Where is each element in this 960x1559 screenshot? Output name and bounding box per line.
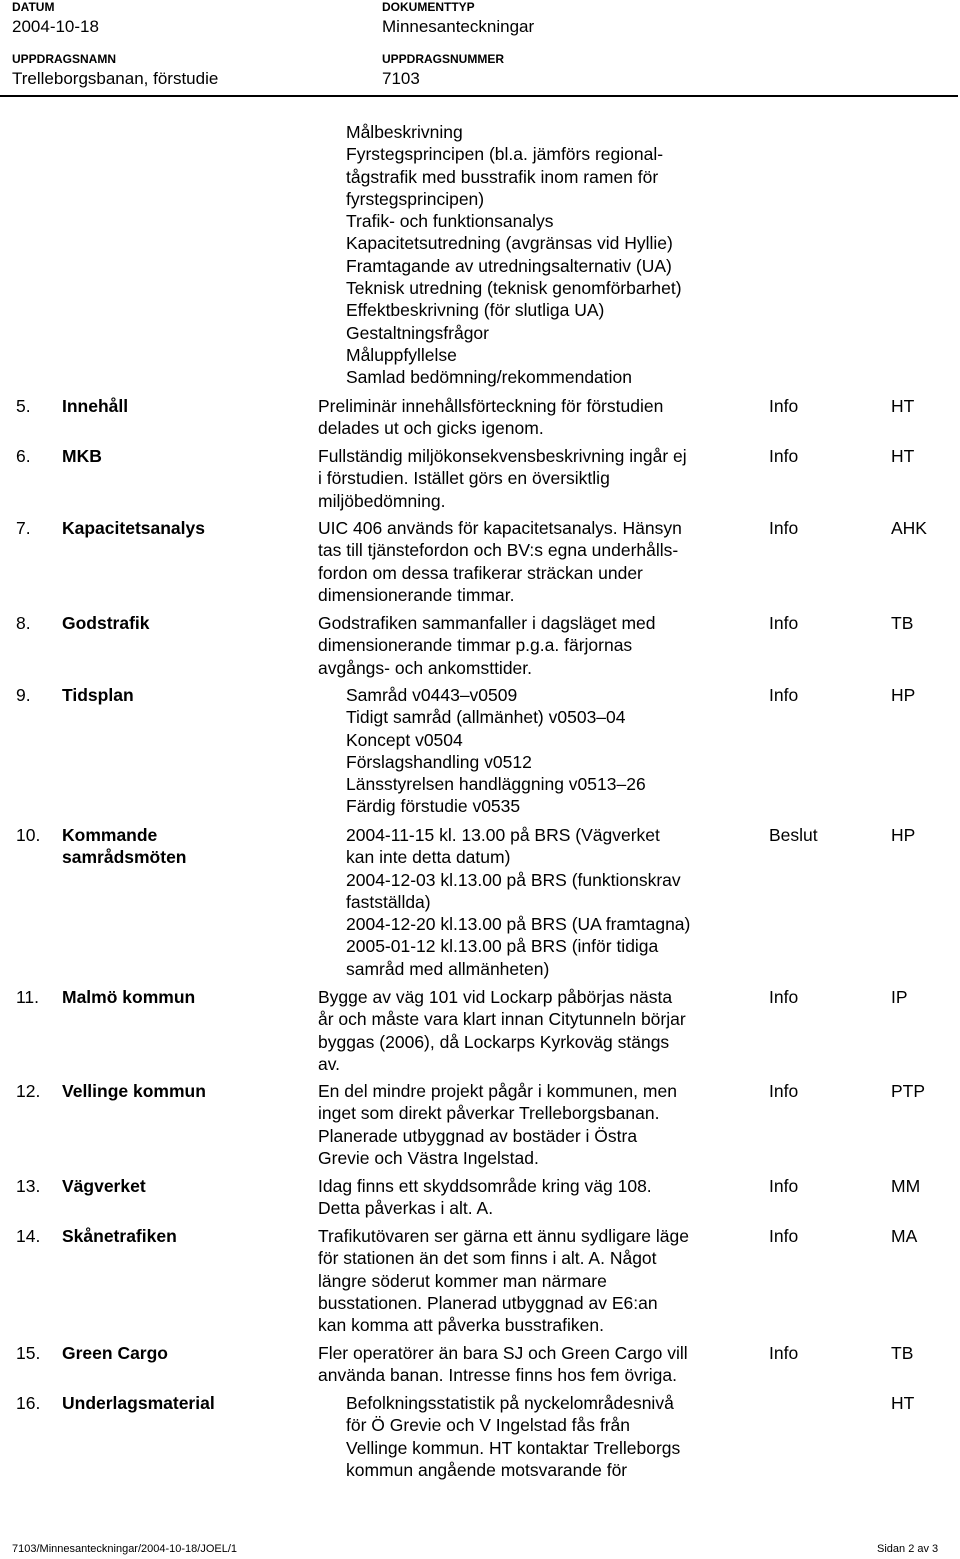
item-title bbox=[62, 1175, 146, 1197]
item-title bbox=[62, 986, 195, 1008]
continued-agenda-list bbox=[346, 121, 682, 389]
item-title bbox=[62, 395, 128, 417]
item-text-line: Fullständig miljökonsekvensbeskrivning ingår ej bbox=[318, 446, 687, 466]
item-text-line: Bygge av väg 101 vid Lockarp påbörjas nästa bbox=[318, 987, 673, 1007]
item-title-line: Godstrafik bbox=[62, 613, 150, 633]
item-text-line: fordon om dessa trafikerar sträckan under bbox=[318, 562, 643, 583]
item-text-line: Preliminär innehållsförteckning för förstudien bbox=[318, 396, 664, 416]
uppdragsnummer-value: 7103 bbox=[382, 69, 420, 88]
item-text-line: delades ut och gicks igenom. bbox=[318, 418, 544, 439]
item-text-line: kommun angående motsvarande för bbox=[346, 1459, 628, 1480]
item-title-line: Innehåll bbox=[62, 396, 129, 416]
item-text-line: En del mindre projekt pågår i kommunen, men bbox=[318, 1081, 677, 1101]
item-responsible: MM bbox=[891, 1176, 921, 1196]
item-responsible: HT bbox=[891, 446, 915, 466]
item-text-line: använda banan. Intresse finns hos fem övriga. bbox=[318, 1365, 677, 1386]
item-text bbox=[346, 824, 690, 980]
item-text-line: tas till tjänstefordon och BV:s egna underhålls- bbox=[318, 540, 679, 561]
item-text-line: Befolkningsstatistik på nyckelområdesnivå bbox=[346, 1393, 674, 1413]
item-title bbox=[62, 1392, 215, 1414]
item-type: Info bbox=[769, 518, 799, 538]
item-text-line: Planerade utbyggnad av bostäder i Östra bbox=[318, 1125, 638, 1146]
item-text-line: avgångs- och ankomsttider. bbox=[318, 657, 533, 678]
item-number: 8. bbox=[16, 613, 31, 633]
item-responsible: HT bbox=[891, 1393, 915, 1413]
continued-list-line: Trafik- och funktionsanalys bbox=[346, 211, 554, 232]
item-text-line: kan komma att påverka busstrafiken. bbox=[318, 1315, 604, 1336]
item-type: Info bbox=[769, 396, 799, 416]
footer-reference: 7103/Minnesanteckningar/2004-10-18/JOEL/1 bbox=[12, 1543, 238, 1555]
item-number: 14. bbox=[16, 1226, 41, 1246]
uppdragsnamn-value: Trelleborgsbanan, förstudie bbox=[12, 69, 219, 88]
item-text bbox=[318, 1225, 689, 1336]
item-responsible: HP bbox=[891, 825, 916, 845]
item-text-line: miljöbedömning. bbox=[318, 490, 446, 511]
item-number: 9. bbox=[16, 685, 31, 705]
item-text-line: Idag finns ett skyddsområde kring väg 108. bbox=[318, 1176, 652, 1196]
continued-list-line: Samlad bedömning/rekommendation bbox=[346, 367, 632, 388]
item-title-line: Tidsplan bbox=[62, 685, 134, 705]
uppdragsnamn-label: UPPDRAGSNAMN bbox=[12, 52, 117, 66]
item-number: 6. bbox=[16, 446, 31, 466]
item-type: Info bbox=[769, 1176, 799, 1196]
item-title bbox=[62, 684, 134, 706]
item-number: 12. bbox=[16, 1081, 41, 1101]
item-title-line: samrådsmöten bbox=[62, 847, 187, 868]
continued-list-line: Målbeskrivning bbox=[346, 122, 463, 142]
continued-list-line: Framtagande av utredningsalternativ (UA) bbox=[346, 255, 672, 276]
item-text-line: Länsstyrelsen handläggning v0513–26 bbox=[346, 774, 646, 795]
item-title bbox=[62, 1225, 177, 1247]
item-type: Info bbox=[769, 446, 799, 466]
item-title bbox=[62, 1342, 168, 1364]
item-number: 10. bbox=[16, 825, 41, 845]
item-responsible: TB bbox=[891, 613, 914, 633]
item-text-line: Koncept v0504 bbox=[346, 729, 463, 750]
continued-list-line: Kapacitetsutredning (avgränsas vid Hyllie) bbox=[346, 233, 673, 254]
item-title-line: Vellinge kommun bbox=[62, 1081, 206, 1101]
item-text-line: Trafikutövaren ser gärna ett ännu sydligare läge bbox=[318, 1226, 689, 1246]
item-text-line: Grevie och Västra Ingelstad. bbox=[318, 1147, 539, 1168]
item-title bbox=[62, 824, 187, 869]
continued-list-line: Effektbeskrivning (för slutliga UA) bbox=[346, 300, 605, 321]
item-type: Beslut bbox=[769, 825, 818, 845]
item-text-line: 2004-12-03 kl.13.00 på BRS (funktionskrav bbox=[346, 869, 681, 890]
item-text-line: för Ö Grevie och V Ingelstad fås från bbox=[346, 1415, 631, 1436]
item-type: Info bbox=[769, 685, 799, 705]
item-responsible: HP bbox=[891, 685, 916, 705]
item-title bbox=[62, 1080, 206, 1102]
footer-page-number: Sidan 2 av 3 bbox=[877, 1543, 939, 1555]
item-text-line: Färdig förstudie v0535 bbox=[346, 796, 521, 817]
item-text-line: Fler operatörer än bara SJ och Green Cargo vill bbox=[318, 1343, 688, 1363]
item-responsible: AHK bbox=[891, 518, 927, 538]
item-text bbox=[318, 1080, 677, 1169]
item-text-line: av. bbox=[318, 1053, 341, 1074]
item-number: 11. bbox=[16, 987, 40, 1007]
item-text-line: inget som direkt påverkar Trelleborgsbanan. bbox=[318, 1103, 660, 1124]
item-responsible: IP bbox=[891, 987, 908, 1007]
continued-list-line: tågstrafik med busstrafik inom ramen för bbox=[346, 166, 659, 187]
item-text-line: byggas (2006), då Lockarps Kyrkoväg stängs bbox=[318, 1031, 670, 1052]
uppdragsnummer-label: UPPDRAGSNUMMER bbox=[382, 52, 505, 66]
item-text-line: 2004-11-15 kl. 13.00 på BRS (Vägverket bbox=[346, 825, 660, 845]
continued-list-line: Måluppfyllelse bbox=[346, 344, 457, 365]
item-text-line: Tidigt samråd (allmänhet) v0503–04 bbox=[346, 707, 626, 728]
item-text-line: fastställda) bbox=[346, 891, 431, 912]
item-text-line: dimensionerande timmar. bbox=[318, 584, 515, 605]
item-text-line: samråd med allmänheten) bbox=[346, 958, 550, 979]
item-number: 7. bbox=[16, 518, 31, 538]
item-text bbox=[318, 1175, 652, 1220]
item-title-line: Kapacitetsanalys bbox=[62, 518, 205, 538]
item-text-line: Vellinge kommun. HT kontaktar Trelleborgs bbox=[346, 1437, 681, 1458]
item-text bbox=[318, 445, 687, 512]
item-number: 5. bbox=[16, 396, 31, 416]
item-text-line: Detta påverkas i alt. A. bbox=[318, 1198, 494, 1219]
item-text-line: Godstrafiken sammanfaller i dagsläget med bbox=[318, 613, 656, 633]
item-text-line: busstationen. Planerad utbyggnad av E6:an bbox=[318, 1292, 658, 1313]
item-title-line: Skånetrafiken bbox=[62, 1226, 177, 1246]
datum-value: 2004-10-18 bbox=[12, 17, 99, 36]
continued-list-line: Fyrstegsprincipen (bl.a. jämförs regional- bbox=[346, 144, 664, 165]
item-number: 13. bbox=[16, 1176, 41, 1196]
item-text-line: kan inte detta datum) bbox=[346, 847, 511, 868]
item-title-line: Kommande bbox=[62, 825, 158, 845]
continued-list-line: Gestaltningsfrågor bbox=[346, 322, 489, 343]
item-responsible: HT bbox=[891, 396, 915, 416]
item-text-line: i förstudien. Istället görs en översiktlig bbox=[318, 468, 610, 489]
item-type: Info bbox=[769, 987, 799, 1007]
item-responsible: TB bbox=[891, 1343, 914, 1363]
item-text-line: 2005-01-12 kl.13.00 på BRS (inför tidiga bbox=[346, 936, 659, 957]
item-title-line: MKB bbox=[62, 446, 102, 466]
item-title bbox=[62, 445, 102, 467]
header-rule bbox=[0, 95, 958, 97]
item-text-line: 2004-12-20 kl.13.00 på BRS (UA framtagna) bbox=[346, 914, 691, 935]
doktyp-value: Minnesanteckningar bbox=[382, 17, 535, 36]
item-text-line: Samråd v0443–v0509 bbox=[346, 685, 518, 705]
item-text-line: dimensionerande timmar p.g.a. färjornas bbox=[318, 635, 633, 656]
item-title-line: Malmö kommun bbox=[62, 987, 196, 1007]
item-text bbox=[346, 1392, 680, 1481]
item-type: Info bbox=[769, 1226, 799, 1246]
continued-list-line: Teknisk utredning (teknisk genomförbarhet) bbox=[346, 278, 682, 299]
item-number: 15. bbox=[16, 1343, 41, 1363]
datum-label: DATUM bbox=[12, 0, 55, 14]
item-text-line: för stationen än det som finns i alt. A. Något bbox=[318, 1248, 657, 1269]
item-text bbox=[318, 517, 682, 606]
item-type: Info bbox=[769, 1343, 799, 1363]
continued-list-line: fyrstegsprincipen) bbox=[346, 188, 485, 209]
item-type: Info bbox=[769, 613, 799, 633]
item-title bbox=[62, 612, 150, 634]
item-text-line: Förslagshandling v0512 bbox=[346, 751, 532, 772]
item-title-line: Underlagsmaterial bbox=[62, 1393, 215, 1413]
item-text-line: längre söderut kommer man närmare bbox=[318, 1270, 607, 1291]
item-responsible: PTP bbox=[891, 1081, 926, 1101]
item-text bbox=[346, 684, 646, 818]
item-responsible: MA bbox=[891, 1226, 918, 1246]
item-text bbox=[318, 612, 656, 679]
item-text-line: år och måste vara klart innan Citytunneln börjar bbox=[318, 1009, 686, 1030]
item-title bbox=[62, 517, 205, 539]
item-text bbox=[318, 1342, 688, 1387]
doktyp-label: DOKUMENTTYP bbox=[382, 0, 475, 14]
item-title-line: Vägverket bbox=[62, 1176, 146, 1196]
item-text bbox=[318, 986, 686, 1075]
item-type: Info bbox=[769, 1081, 799, 1101]
item-number: 16. bbox=[16, 1393, 41, 1413]
item-text bbox=[318, 395, 663, 440]
item-title-line: Green Cargo bbox=[62, 1343, 168, 1363]
item-text-line: UIC 406 används för kapacitetsanalys. Hänsyn bbox=[318, 518, 682, 538]
